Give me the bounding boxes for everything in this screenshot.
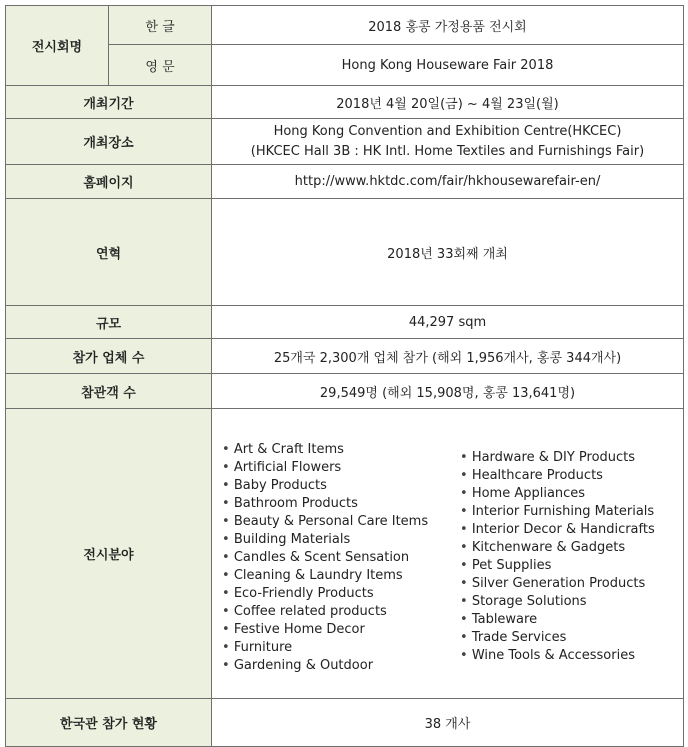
category-item: • Coffee related products: [222, 603, 460, 621]
category-item: • Beauty & Personal Care Items: [222, 513, 460, 531]
category-columns: [212, 433, 683, 675]
category-item: • Healthcare Products: [460, 467, 655, 485]
label-history: 연혁: [6, 199, 212, 306]
category-item: • Wine Tools & Accessories: [460, 647, 655, 665]
label-english: 영 문: [109, 45, 212, 86]
category-item: • Festive Home Decor: [222, 621, 460, 639]
row-history: [6, 199, 684, 306]
label-scale: 규모: [6, 306, 212, 339]
category-item: • Pet Supplies: [460, 557, 655, 575]
row-name-korean: [6, 6, 684, 45]
homepage-link[interactable]: http://www.hktdc.com/fair/hkhousewarefair-en/: [212, 165, 684, 199]
category-item: • Tableware: [460, 611, 655, 629]
label-korean: 한 글: [109, 6, 212, 45]
value-english-name: Hong Kong Houseware Fair 2018: [212, 45, 684, 86]
value-categories: [212, 409, 684, 699]
category-item: • Silver Generation Products: [460, 575, 655, 593]
value-exhibitors: 25개국 2,300개 업체 참가 (해외 1,956개사, 홍콩 344개사): [212, 339, 684, 374]
category-item: • Gardening & Outdoor: [222, 657, 460, 675]
category-item: • Art & Craft Items: [222, 441, 460, 459]
category-item: • Hardware & DIY Products: [460, 449, 655, 467]
value-scale: 44,297 sqm: [212, 306, 684, 339]
row-visitors: [6, 374, 684, 409]
value-history: 2018년 33회째 개최: [212, 199, 684, 306]
row-homepage: [6, 165, 684, 199]
value-korean-name: 2018 홍콩 가정용품 전시회: [212, 6, 684, 45]
label-period: 개최기간: [6, 86, 212, 119]
category-list-right: [460, 433, 655, 675]
category-item: • Home Appliances: [460, 485, 655, 503]
category-item: • Furniture: [222, 639, 460, 657]
category-item: • Kitchenware & Gadgets: [460, 539, 655, 557]
exhibition-info-table: [5, 5, 684, 747]
value-korea-pavilion: 38 개사: [212, 699, 684, 747]
row-scale: [6, 306, 684, 339]
category-item: • Eco-Friendly Products: [222, 585, 460, 603]
label-exhibition-name: 전시회명: [6, 6, 109, 86]
category-item: • Storage Solutions: [460, 593, 655, 611]
category-item: • Artificial Flowers: [222, 459, 460, 477]
row-exhibitors: [6, 339, 684, 374]
row-period: [6, 86, 684, 119]
label-homepage: 홈페이지: [6, 165, 212, 199]
category-item: • Interior Furnishing Materials: [460, 503, 655, 521]
category-item: • Candles & Scent Sensation: [222, 549, 460, 567]
value-venue: [212, 119, 684, 165]
value-visitors: 29,549명 (해외 15,908명, 홍콩 13,641명): [212, 374, 684, 409]
row-categories: [6, 409, 684, 699]
label-exhibitors: 참가 업체 수: [6, 339, 212, 374]
category-item: • Cleaning & Laundry Items: [222, 567, 460, 585]
label-visitors: 참관객 수: [6, 374, 212, 409]
label-categories: 전시분야: [6, 409, 212, 699]
category-item: • Baby Products: [222, 477, 460, 495]
category-item: • Trade Services: [460, 629, 655, 647]
category-item: • Bathroom Products: [222, 495, 460, 513]
venue-line-2: (HKCEC Hall 3B : HK Intl. Home Textiles and Furnishings Fair): [250, 143, 645, 159]
value-period: 2018년 4월 20일(금) ~ 4월 23일(월): [212, 86, 684, 119]
label-venue: 개최장소: [6, 119, 212, 165]
category-item: • Building Materials: [222, 531, 460, 549]
venue-line-1: Hong Kong Convention and Exhibition Centre(HKCEC): [273, 123, 622, 139]
label-korea-pavilion: 한국관 참가 현황: [6, 699, 212, 747]
row-korea-pavilion: [6, 699, 684, 747]
category-item: • Interior Decor & Handicrafts: [460, 521, 655, 539]
row-venue: [6, 119, 684, 165]
category-list-left: [222, 433, 460, 675]
